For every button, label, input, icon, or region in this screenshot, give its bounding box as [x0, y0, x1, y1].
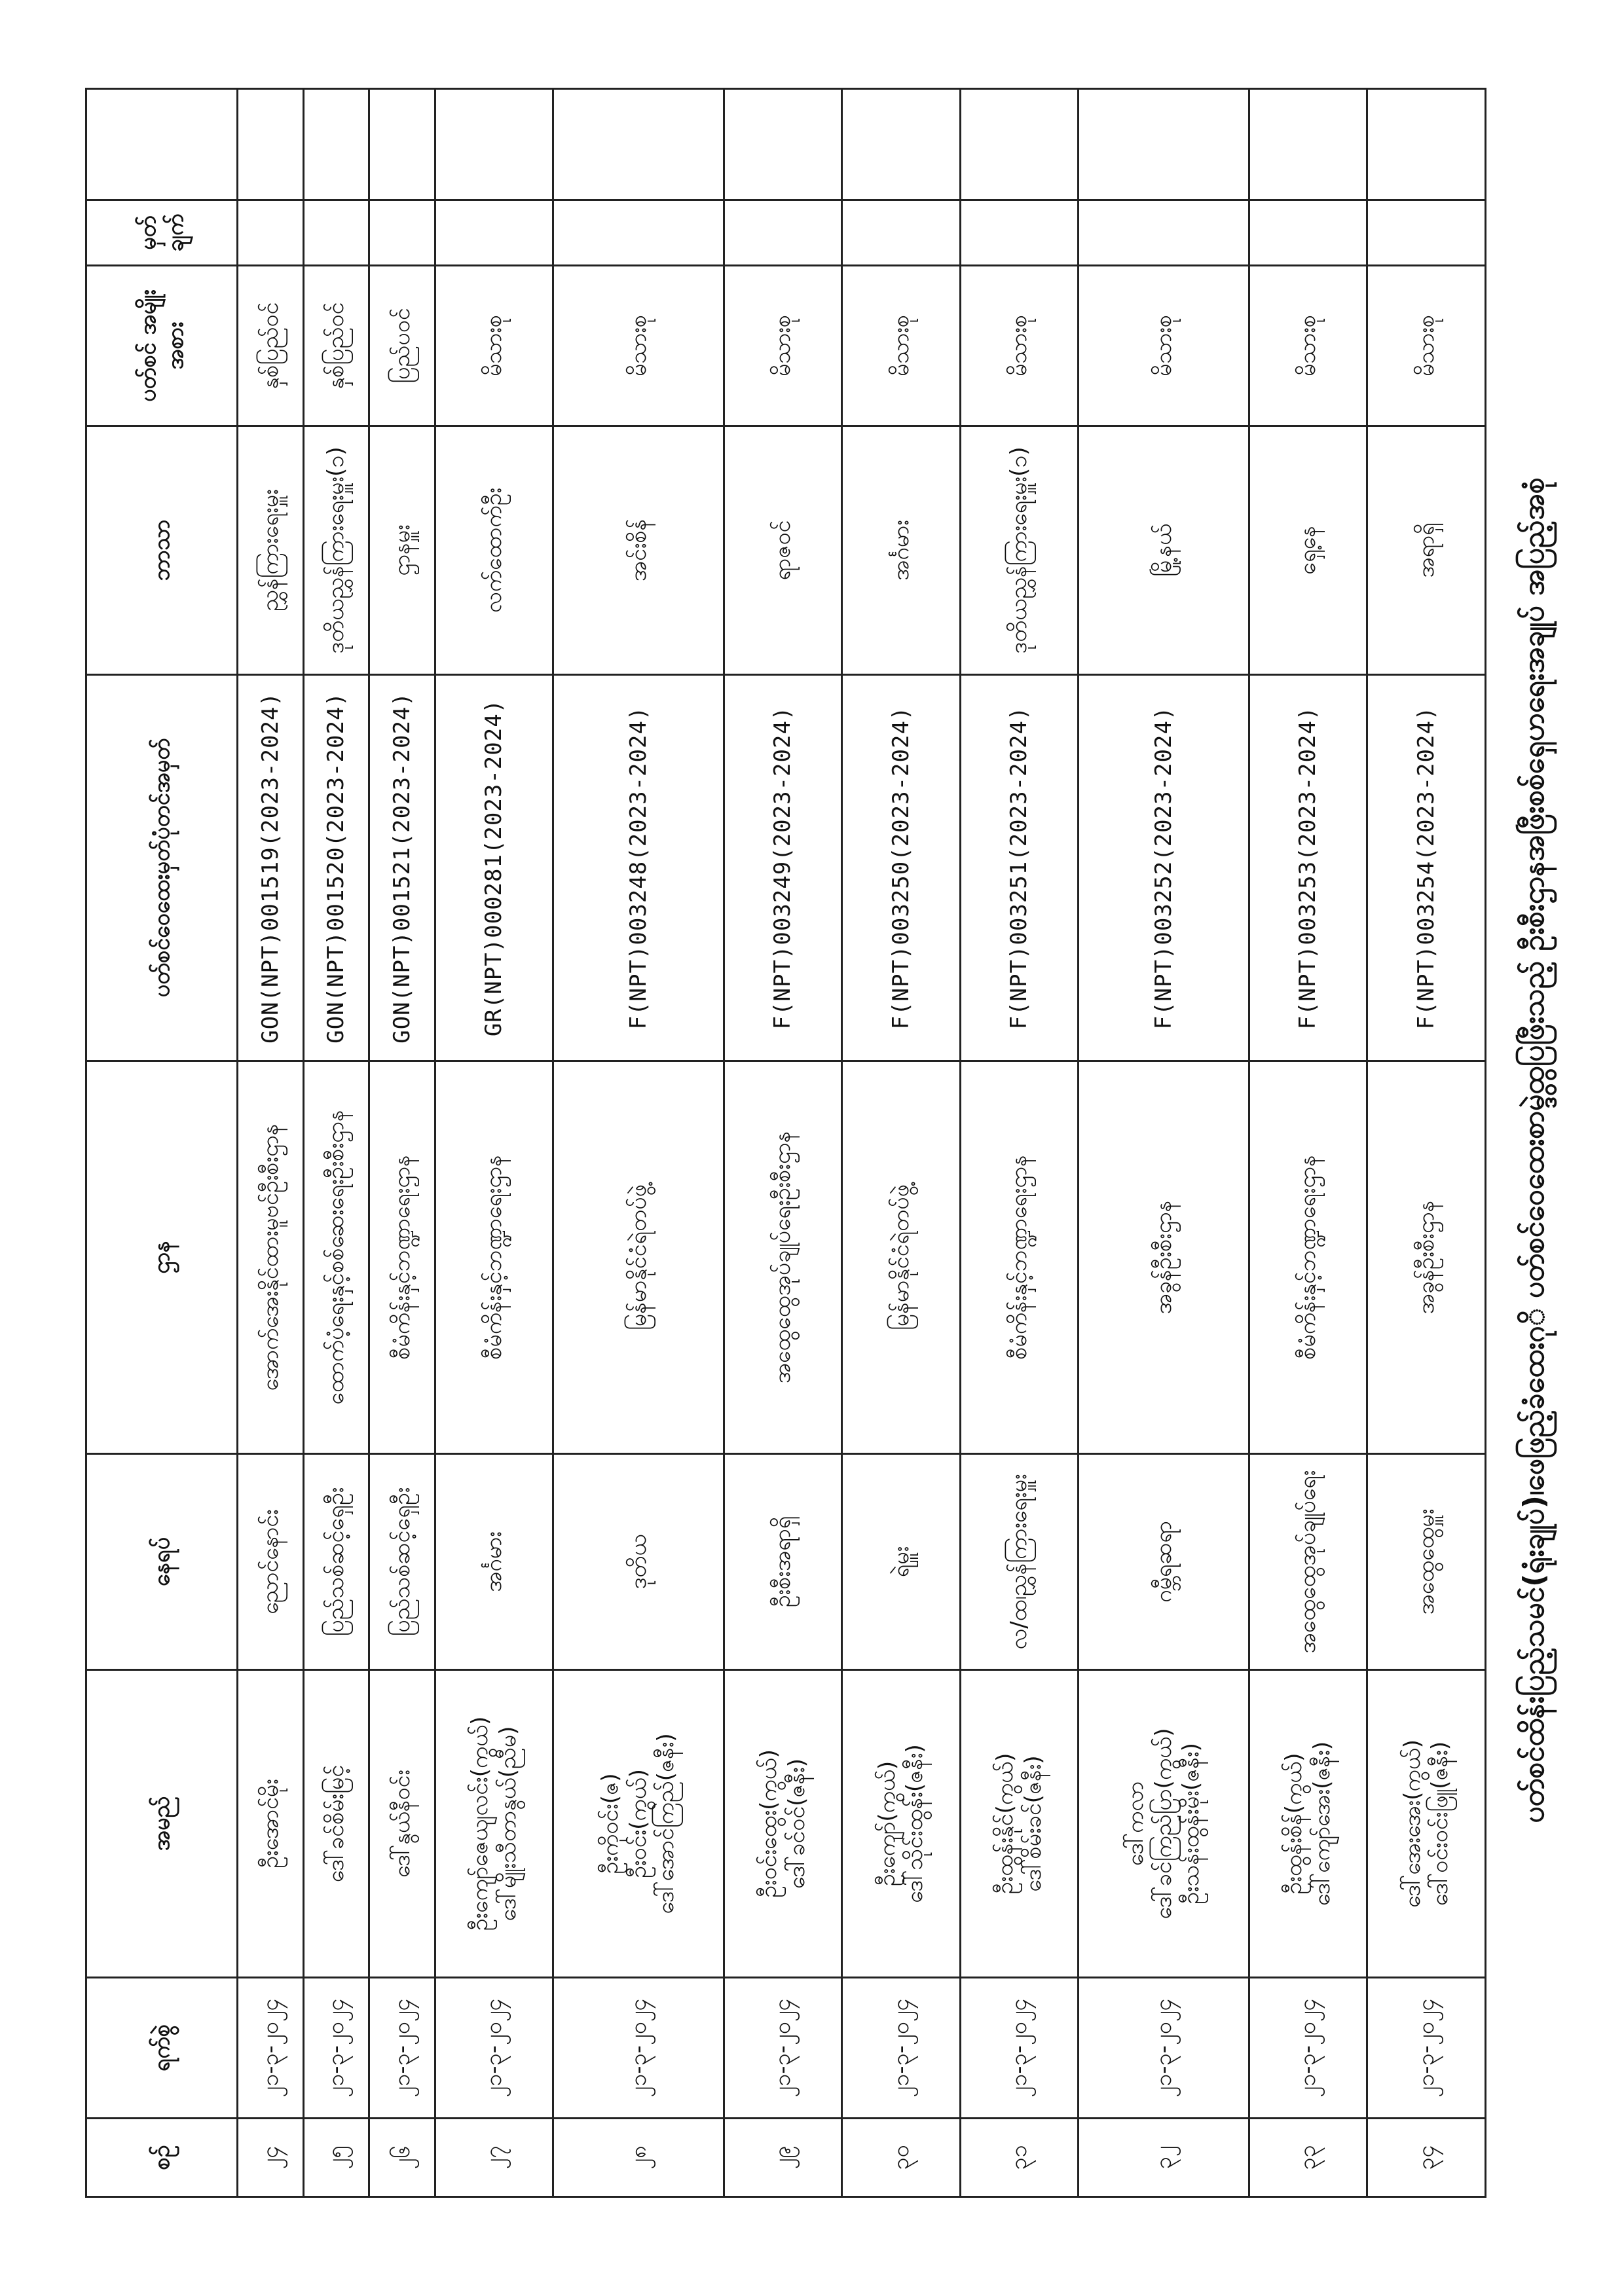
cell-department: အောက်အေးနိုင်ထားမူဗင်ဦးစီးဌာန: [238, 1061, 304, 1454]
cell-name: [303, 1670, 369, 1978]
header-row: [86, 89, 238, 2197]
cell-date: ၂၁-၃-၂၀၂၄: [303, 1978, 369, 2119]
cell-blank: [1249, 89, 1367, 200]
cell-date: ၂၁-၃-၂၀၂၄: [1079, 1978, 1249, 2119]
cell-date: ၂၁-၃-၂၀၂၄: [724, 1978, 842, 2119]
cell-town: မြို့နယ်: [1079, 426, 1249, 675]
cell-department: မြန်မာနိုင်ငံရဲတပ်ဖွဲ့: [842, 1061, 961, 1454]
cell-department: စီမံကိန်းနှင့်ဘဏ္ဍာရေးဌာန: [369, 1061, 435, 1454]
cell-registration: F(NPT)003253(2023-2024): [1249, 675, 1367, 1061]
cell-remark: [1367, 200, 1486, 266]
cell-remark: [238, 200, 304, 266]
cell-town: ညွှန်ကြားရေးမှူး: [238, 426, 304, 675]
cell-registration: F(NPT)003248(2023-2024): [553, 675, 724, 1061]
table-row: [960, 89, 1079, 2197]
cell-name: [369, 1670, 435, 1978]
cell-name: [553, 1670, 724, 1978]
cell-date: ၂၁-၃-၂၀၂၄: [1249, 1978, 1367, 2119]
cell-address: အထွေထွေအုပ်ချုပ်ရေး: [1249, 1454, 1367, 1670]
cell-registration: F(NPT)003252(2023-2024): [1079, 675, 1249, 1061]
header-address: နေရပ်: [86, 1454, 238, 1670]
cell-department: အခွန်ဦးစီးဌာန: [1079, 1061, 1249, 1454]
cell-department: အခွန်ဦးစီးဌာန: [1367, 1061, 1486, 1454]
cell-no: ၃၁: [960, 2119, 1079, 2197]
cell-remark: [369, 200, 435, 266]
cell-address: လ/ထ၊ညွှန်ကြားရေးမှူး: [960, 1454, 1079, 1670]
cell-blank: [724, 89, 842, 200]
header-passport-type: ပတ်စင် အမျိုးအစား: [86, 266, 238, 426]
cell-address: ညောင်နောင်း: [238, 1454, 304, 1670]
cell-address: ရဲမှူး: [842, 1454, 961, 1670]
header-blank: [86, 89, 238, 200]
cell-date: ၂၁-၃-၂၀၂၄: [1367, 1978, 1486, 2119]
cell-name: [435, 1670, 553, 1978]
cell-date: ၂၁-၃-၂၀၂၄: [842, 1978, 961, 2119]
cell-name: [1249, 1670, 1367, 1978]
cell-no: ၂၄: [238, 2119, 304, 2197]
cell-town: ရာဇဝင်: [724, 426, 842, 675]
cell-date: ၂၁-၃-၂၀၂၄: [369, 1978, 435, 2119]
cell-date: ၂၁-၃-၂၀၂၄: [960, 1978, 1079, 2119]
name-line: ဒေါ်ခင်စိမ်းမြင့်: [323, 1764, 350, 1883]
cell-department: အထွေထွေအုပ်ချုပ်ရေးဦးစီးဌာန: [724, 1061, 842, 1454]
cell-town: အရာရှိ: [1367, 426, 1486, 675]
cell-passport-type: မိသားစု: [842, 266, 961, 426]
table-row: [1079, 89, 1249, 2197]
cell-address: အင်္ဂမား: [435, 1454, 553, 1670]
cell-no: ၃၃: [1249, 2119, 1367, 2197]
name-line: ဒေါ်နွယ်နီဝင်း: [388, 1770, 415, 1878]
cell-remark: [1249, 200, 1367, 266]
cell-blank: [553, 89, 724, 200]
cell-town: ရှေ့နေ: [1249, 426, 1367, 675]
cell-no: ၃၀: [842, 2119, 961, 2197]
cell-remark: [553, 200, 724, 266]
cell-registration: F(NPT)003251(2023-2024): [960, 675, 1079, 1061]
cell-town: လက်ထောက်ဦး: [435, 426, 553, 675]
cell-remark: [303, 200, 369, 266]
cell-blank: [435, 89, 553, 200]
table-row: [435, 89, 553, 2197]
cell-passport-type: မိသားစု: [553, 266, 724, 426]
cell-name: [842, 1670, 961, 1978]
table-row: [1367, 89, 1486, 2197]
cell-date: ၂၁-၃-၂၀၂၄: [435, 1978, 553, 2119]
cell-blank: [303, 89, 369, 200]
cell-town: ဒုတိယညွှန်ကြားရေးမှူး(၁): [960, 426, 1079, 675]
name-line: ဒေါ်မျိုးသီတာနွယ်(ညီမ): [494, 1726, 521, 1922]
header-town: ဘာသာ: [86, 426, 238, 675]
name-line: ဒေါ်ခင်ဝင်(ဇနီး): [783, 1758, 810, 1889]
cell-no: ၃၄: [1367, 2119, 1486, 2197]
cell-name: [960, 1670, 1079, 1978]
cell-passport-type: နှစ်ပြည်ဝင်: [238, 266, 304, 426]
cell-blank: [842, 89, 961, 200]
cell-no: ၂၆: [369, 2119, 435, 2197]
name-line: ဒေါ်အေးအေး(ကွယ်): [1399, 1740, 1426, 1908]
cell-passport-type: မိသားစု: [1367, 266, 1486, 426]
cell-registration: GON(NPT)001521(2023-2024): [369, 675, 435, 1061]
cell-town: ဌာနမှူး: [369, 426, 435, 675]
cell-address: အထွေထွေမှူး: [1367, 1454, 1486, 1670]
cell-address: ဂမ္ဘီရဆရာ: [1079, 1454, 1249, 1670]
cell-date: ၂၁-၃-၂၀၂၄: [238, 1978, 304, 2119]
cell-blank: [1079, 89, 1249, 200]
cell-registration: GON(NPT)001519(2023-2024): [238, 675, 304, 1061]
name-line: ဦးကျော်(ကွယ်): [874, 1760, 900, 1887]
document-title: ပတ်စင်ထိန်းပြည့်သမင်(ရုံးချုပ်)၊ဖေဖြည့်ခံထေးဂုိ ပတ်စင်ဝေထေးစာမ္ဒွဲထွပြဖြီးသည့် ဦးစီးဌာနအဖြီးစစ်ရှေဟရေးအချုပ် အပြည့်အစုံ: [1517, 477, 1551, 1823]
cell-town: ဒုတိယညွှန်ကြားရေးမှူး(၁): [303, 426, 369, 675]
cell-remark: [1079, 200, 1249, 266]
cell-department: စီမံကိန်းနှင့်ဘဏ္ဍာရေးဌာန: [435, 1061, 553, 1454]
table-row: [842, 89, 961, 2197]
cell-address: ပြည်သစ်ဆင့်ရှေဦး: [369, 1454, 435, 1670]
cell-department: စီမံကိန်းနှင့်ဘဏ္ဍာရေးဌာန: [960, 1061, 1079, 1454]
cell-blank: [369, 89, 435, 200]
cell-registration: GR(NPT)000281(2023-2024): [435, 675, 553, 1061]
cell-registration: F(NPT)003249(2023-2024): [724, 675, 842, 1061]
name-line: ဦးထွန်းစိန်(ကွယ်): [1281, 1753, 1308, 1895]
cell-name: [1367, 1670, 1486, 1978]
cell-address: ပြည်သစ်ဆင့်ရှေဦး: [303, 1454, 369, 1670]
cell-passport-type: နှစ်ပြည်ဝင်: [303, 266, 369, 426]
header-name: အမည်: [86, 1670, 238, 1978]
cell-remark: [724, 200, 842, 266]
name-line: ဦးအောင်မိုး: [257, 1779, 284, 1868]
cell-department: ထောက်ပံ့ရေးနှင့်စစ်ဆေးရေးဦးစီးဌာန: [303, 1061, 369, 1454]
table-row: [1249, 89, 1367, 2197]
cell-passport-type: မိသားစု: [1249, 266, 1367, 426]
name-line: ဦးထွန်းနိုင်(ကွယ်): [992, 1753, 1019, 1895]
cell-blank: [960, 89, 1079, 200]
cell-no: ၃၂: [1079, 2119, 1249, 2197]
cell-passport-type: မိသားစု: [724, 266, 842, 426]
name-line: ဒေါ်ဝင်းဝင်းဖြူ(ဇနီး): [1427, 1741, 1454, 1906]
cell-registration: GON(NPT)001520(2023-2024): [303, 675, 369, 1061]
name-line: ဒေါ်အောင်ကြည်(ဇနီး): [653, 1733, 680, 1914]
name-line: ဒေါ်သိုင်းထွန်း(ဇနီး): [902, 1744, 929, 1903]
cell-registration: F(NPT)003254(2023-2024): [1367, 675, 1486, 1061]
header-department: ဌာန: [86, 1061, 238, 1454]
passport-register-table: [85, 88, 1486, 2198]
header-date: ရက်စွဲ: [86, 1978, 238, 2119]
name-line: ဒေါ်စိမ်းခင်(ဇနီး): [1020, 1755, 1046, 1892]
cell-no: ၂၅: [303, 2119, 369, 2197]
cell-no: ၂၇: [435, 2119, 553, 2197]
header-no: စဉ်: [86, 2119, 238, 2197]
cell-name: [1079, 1670, 1249, 1978]
cell-name: [238, 1670, 304, 1978]
name-line: ဦးဝင်းထွေး(ကွယ်): [756, 1749, 783, 1898]
table-body: [238, 89, 1486, 2197]
cell-department: စီမံကိန်းနှင့်ဘဏ္ဍာရေးဌာန: [1249, 1061, 1367, 1454]
cell-no: ၂၉: [724, 2119, 842, 2197]
cell-address: ဒုတိယ: [553, 1454, 724, 1670]
name-line: ဒေါ်ခင်ကြည်ပြာ(ကွယ်): [1150, 1728, 1177, 1920]
table-row: [724, 89, 842, 2197]
cell-town: အင်္ဂမား: [842, 426, 961, 675]
table-row: [238, 89, 304, 2197]
table-row: [303, 89, 369, 2197]
header-registration: ပတ်စင်ဝေထေးမှတ်ပုံတင်အမှတ်: [86, 675, 238, 1061]
cell-registration: F(NPT)003250(2023-2024): [842, 675, 961, 1061]
cell-blank: [238, 89, 304, 200]
name-line: ဦးသန်းထွန်းမိုး(ဇနီး): [1178, 1743, 1205, 1904]
table-row: [553, 89, 724, 2197]
cell-passport-type: မိသားစု: [1079, 266, 1249, 426]
cell-town: အင်းစိန်: [553, 426, 724, 675]
table-row: [369, 89, 435, 2197]
name-line: ဦးဝင်း(ကွယ်): [625, 1769, 652, 1878]
cell-date: ၂၁-၃-၂၀၂၄: [553, 1978, 724, 2119]
cell-remark: [842, 200, 961, 266]
cell-blank: [1367, 89, 1486, 200]
cell-passport-type: မိသားစု: [960, 266, 1079, 426]
cell-passport-type: ပြည်ပဝင်: [369, 266, 435, 426]
name-line: ဒေါ်ကျော်အေး(ဇနီး): [1308, 1741, 1335, 1906]
cell-passport-type: မိသားစု: [435, 266, 553, 426]
cell-no: ၂၈: [553, 2119, 724, 2197]
name-line: ဦးကျော်ဇေယျလင်း(ကွယ်): [467, 1716, 494, 1931]
header-remark: မှတ် ချက်: [86, 200, 238, 266]
cell-remark: [435, 200, 553, 266]
name-line: ဦးကိုဝင်း(ဇ): [597, 1773, 624, 1874]
name-line: ဒေါ်ကလာ: [1122, 1781, 1149, 1867]
cell-remark: [960, 200, 1079, 266]
cell-address: ဦးစီးအရာရှိ: [724, 1454, 842, 1670]
cell-department: မြန်မာနိုင်ငံရဲတပ်ဖွဲ့: [553, 1061, 724, 1454]
cell-name: [724, 1670, 842, 1978]
